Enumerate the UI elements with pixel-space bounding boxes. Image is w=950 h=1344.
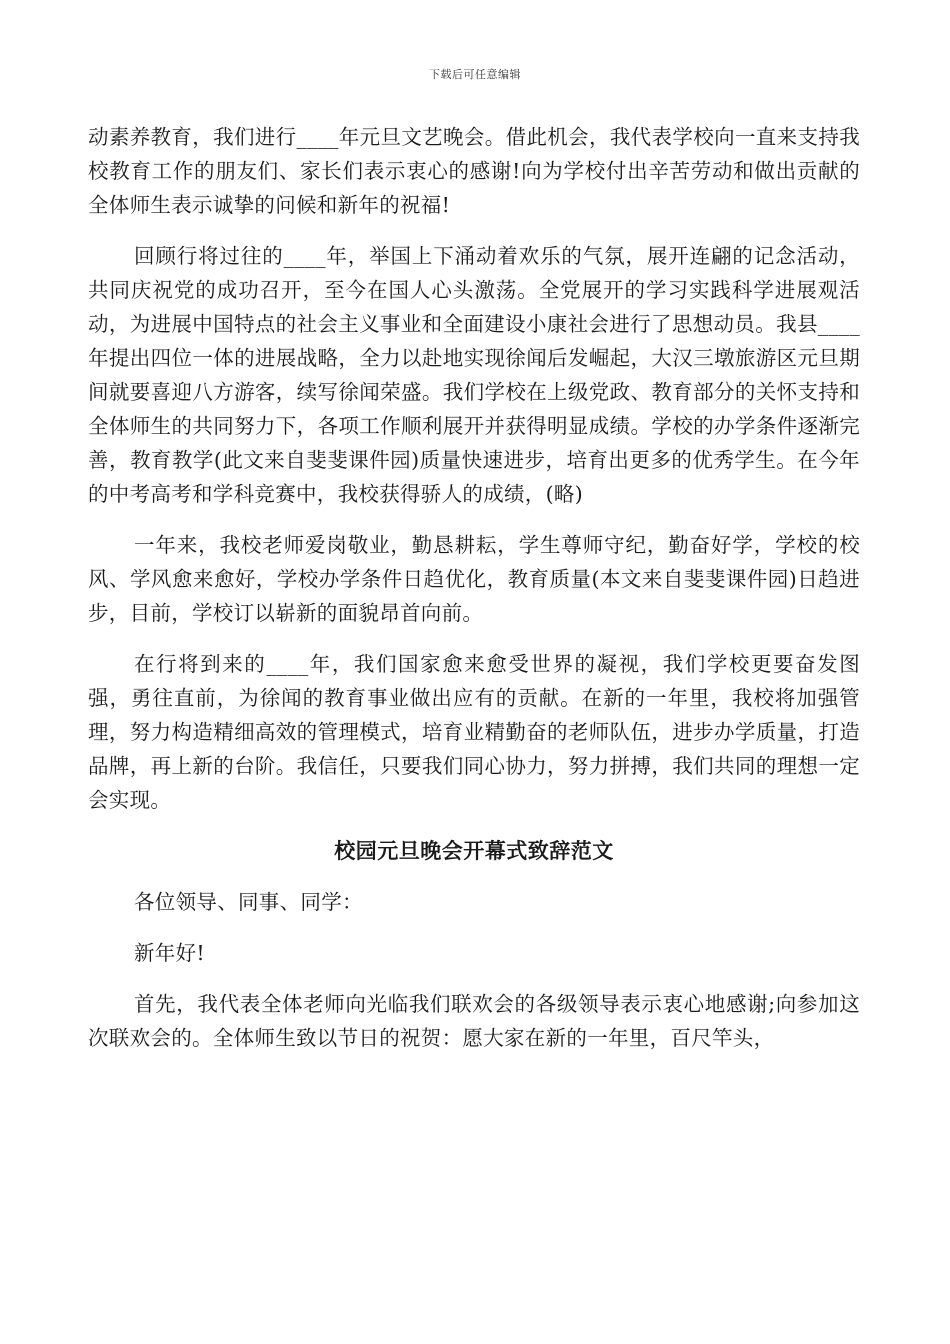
section-title: 校园元旦晚会开幕式致辞范文 bbox=[334, 838, 614, 863]
document-body bbox=[88, 120, 860, 1072]
new-year-line: 新年好! bbox=[134, 941, 205, 965]
paragraph-year-summary: 一年来，我校老师爱岗敬业，勤恳耕耘，学生尊师守纪，勤奋好学，学校的校风、学风愈来愈好，学校办学条件日趋优化，教育质量(本文来自斐斐课件园)日趋进步，目前，学校订以崭新的面貌昂首向前。 bbox=[88, 533, 860, 625]
paragraph-opening: 首先，我代表全体老师向光临我们联欢会的各级领导表示衷心地感谢;向参加这次联欢会的。全体师生致以节日的祝贺：愿大家在新的一年里，百尺竿头， bbox=[88, 992, 860, 1050]
paragraph-review: 回顾行将过往的____年，举国上下涌动着欢乐的气氛，展开连翩的记念活动，共同庆祝党的成功召开，至今在国人心头激荡。全党展开的学习实践科学进展观活动，为进展中国特点的社会主义事业和全面建设小康社会进行了思想动员。我县____年提出四位一体的进展战略，全力以赴地实现徐闻后发崛起，大汉三墩旅游区元旦期间就要喜迎八方游客，续写徐闻荣盛。我们学校在上级党政、教育部分的关怀支持和全体师生的共同努力下，各项工作顺利展开并获得明显成绩。学校的办学条件逐渐完善，教育教学(此文来自斐斐课件园)质量快速进步，培育出更多的优秀学生。在今年的中考高考和学科竞赛中，我校获得骄人的成绩，(略) bbox=[88, 244, 860, 506]
greeting-line: 各位领导、同事、同学： bbox=[134, 890, 363, 914]
page-header-note: 下载后可任意编辑 bbox=[429, 68, 521, 81]
paragraph-outlook: 在行将到来的____年，我们国家愈来愈受世界的凝视，我们学校更要奋发图强，勇往直前，为徐闻的教育事业做出应有的贡献。在新的一年里，我校将加强管理，努力构造精细高效的管理模式，培育业精勤奋的老师队伍，进步办学质量，打造品牌，再上新的台阶。我信任，只要我们同心协力，努力拼搏，我们共同的理想一定会实现。 bbox=[88, 652, 860, 812]
paragraph-continuation: 动素养教育，我们进行____年元旦文艺晚会。借此机会，我代表学校向一直来支持我校教育工作的朋友们、家长们表示衷心的感谢!向为学校付出辛苦劳动和做出贡献的全体师生表示诚挚的问候和新年的祝福! bbox=[88, 125, 860, 217]
